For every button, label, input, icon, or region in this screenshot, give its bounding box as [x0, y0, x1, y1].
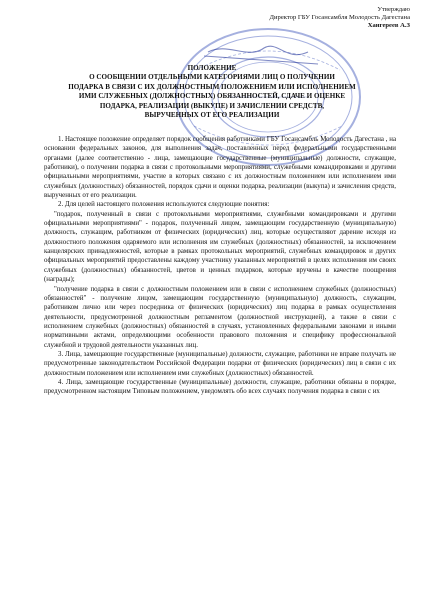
definition-receiving: "получение подарка в связи с должностным положением или в связи с исполнением служебных (должностных) обязанностей" - получение лицом, замещающим государственную (муниципальную) должность, служащим, работником лично или через посредника от физических (юридических) лиц подарка в рамках осуществления деятельности, предусмотренной должностным регламентом (должностной инструкцией), а также в связи с исполнением служебных (должностных) обязанностей в случаях, установленных федеральными законами и иными нормативными актами, определяющими особенности правового положения и специфику профессиональной служебной и трудовой деятельности указанных лиц. [44, 285, 396, 349]
document-title [40, 64, 384, 120]
paragraph-2: 2. Для целей настоящего положения используются следующие понятия: [58, 201, 270, 209]
title-line: ПОДАРКА, РЕАЛИЗАЦИИ (ВЫКУПЕ) И ЗАЧИСЛЕНИИ СРЕДСТВ, [99, 101, 325, 110]
title-line: ИМИ СЛУЖЕБНЫХ (ДОЛЖНОСТНЫХ) ОБЯЗАННОСТЕЙ, СДАЧЕ И ОЦЕНКЕ [78, 92, 346, 101]
approval-label: Утверждаю [377, 6, 410, 13]
approval-block [195, 6, 410, 30]
title-heading: ПОЛОЖЕНИЕ [187, 64, 237, 72]
definition-gift: "подарок, полученный в связи с протокольными мероприятиями, служебными командировками и другими официальными мероприятиями" - подарок, полученный лицом, замещающим государственную (муниципальную) должность, служащим, работником от физических (юридических) лиц, которые осуществляют дарение исходя из должностного положения одаряемого или исполнения им служебных (должностных) обязанностей, за исключением канцелярских принадлежностей, которые в рамках протокольных мероприятий, служебных командировок и других официальных мероприятий предоставлены каждому участнику указанных мероприятий в целях исполнения им своих служебных (должностных) обязанностей, цветов и ценных подарков, которые вручены в качестве поощрения (награды); [44, 210, 396, 284]
title-line: ВЫРУЧЕННЫХ ОТ ЕГО РЕАЛИЗАЦИИ [144, 111, 280, 120]
document-body [44, 135, 396, 397]
title-line: О СООБЩЕНИИ ОТДЕЛЬНЫМИ КАТЕГОРИЯМИ ЛИЦ О ПОЛУЧЕНИИ [89, 73, 335, 82]
paragraph-3: 3. Лица, замещающие государственные (муниципальные) должности, служащие, работники не вправе получать не предусмотренные законодательством Российской Федерации подарки от физических (юридических) лиц в связи с их должностным положением или исполнением ими служебных (должностных) обязанностей. [44, 350, 396, 377]
paragraph-1: 1. Настоящее положение определяет порядок сообщения работниками ГБУ Госансамбль Молодость Дагестана , на основании федеральных законов, для выполнения задач, поставленных перед федеральными государственными органами (далее соответственно - лица, замещающие государственные (муниципальные) должности, служащие, работники), о получении подарка в связи с протокольными мероприятиями, служебными командировками и другими официальными мероприятиями, участие в которых связано с их должностным положением или исполнением ими служебных (должностных) обязанностей, порядок сдачи и оценки подарка, реализации (выкупа) и зачисления средств, вырученных от его реализации. [44, 136, 396, 200]
paragraph-4: 4. Лица, замещающие государственные (муниципальные) должности, служащие, работники обязаны в порядке, предусмотренном настоящим Типовым положением, уведомлять обо всех случаях получения подарка в связи с их [44, 378, 396, 396]
approval-signature: Хангереев А.З [367, 22, 410, 29]
approval-position: Директор ГБУ Госансамбля Молодость Дагестана [269, 14, 410, 21]
title-line: ПОДАРКА В СВЯЗИ С ИХ ДОЛЖНОСТНЫМ ПОЛОЖЕНИЕМ ИЛИ ИСПОЛНЕНИЕМ [68, 82, 356, 91]
